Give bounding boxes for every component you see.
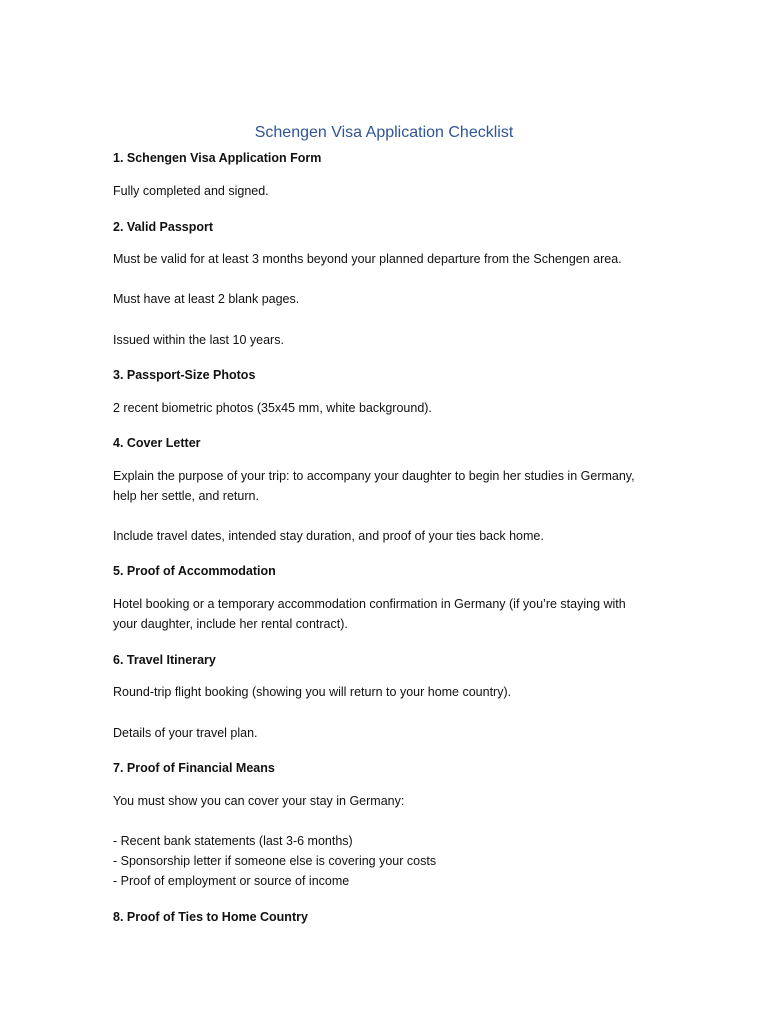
section-7-paragraph: You must show you can cover your stay in Germany:	[113, 794, 405, 808]
section-4-heading: 4. Cover Letter	[113, 436, 201, 450]
section-2-paragraph-3: Issued within the last 10 years.	[113, 333, 284, 347]
section-8-heading: 8. Proof of Ties to Home Country	[113, 910, 308, 924]
section-5-paragraph-line-1: Hotel booking or a temporary accommodation confirmation in Germany (if you’re staying with	[113, 597, 626, 611]
section-6-heading: 6. Travel Itinerary	[113, 653, 216, 667]
section-3-heading: 3. Passport-Size Photos	[113, 368, 256, 382]
section-2-heading: 2. Valid Passport	[113, 220, 214, 234]
section-4-paragraph-1-line-2: help her settle, and return.	[113, 489, 259, 503]
section-4-paragraph-1-line-1: Explain the purpose of your trip: to accompany your daughter to begin her studies in Germany,	[113, 469, 635, 483]
section-1-paragraph: Fully completed and signed.	[113, 184, 269, 198]
section-7-list-item-3: - Proof of employment or source of income	[113, 874, 350, 888]
section-5-heading: 5. Proof of Accommodation	[113, 564, 276, 578]
section-6-paragraph-1: Round-trip flight booking (showing you will return to your home country).	[113, 685, 512, 699]
document-title: Schengen Visa Application Checklist	[254, 124, 514, 141]
section-7-list-item-2: - Sponsorship letter if someone else is covering your costs	[113, 854, 437, 868]
section-5-paragraph-line-2: your daughter, include her rental contract).	[113, 617, 348, 631]
section-6-paragraph-2: Details of your travel plan.	[113, 726, 258, 740]
section-2-paragraph-2: Must have at least 2 blank pages.	[113, 292, 300, 306]
section-1-heading: 1. Schengen Visa Application Form	[113, 151, 322, 165]
section-4-paragraph-2: Include travel dates, intended stay duration, and proof of your ties back home.	[113, 529, 544, 543]
section-2-paragraph-1: Must be valid for at least 3 months beyond your planned departure from the Schengen area.	[113, 252, 622, 266]
section-7-list-item-1: - Recent bank statements (last 3-6 months)	[113, 834, 353, 848]
section-3-paragraph: 2 recent biometric photos (35x45 mm, white background).	[113, 401, 432, 415]
section-7-heading: 7. Proof of Financial Means	[113, 761, 275, 775]
